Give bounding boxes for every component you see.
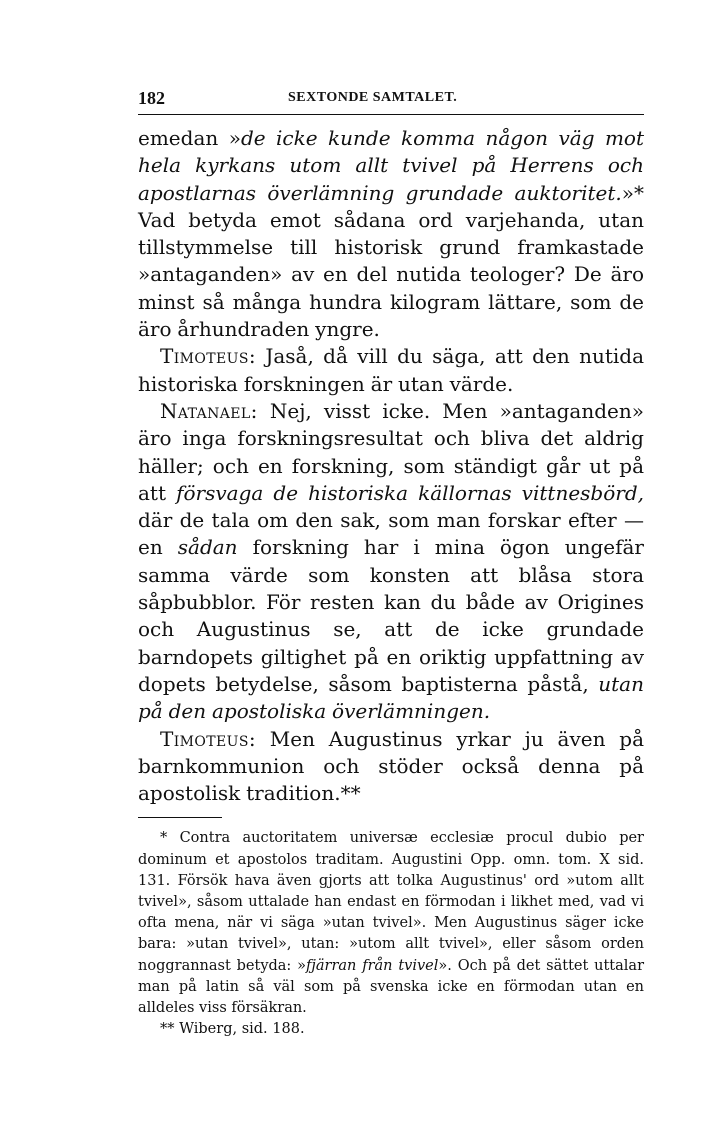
speaker-timoteus: Timoteus: <box>160 344 256 369</box>
footnotes <box>138 828 644 1040</box>
speaker-natanael: Natanael: <box>160 398 258 423</box>
running-title: SEXTONDE SAMTALET. <box>288 90 458 105</box>
speaker-timoteus: Timoteus: <box>160 726 256 751</box>
footnote-rule <box>138 817 222 818</box>
page-number: 182 <box>138 88 165 108</box>
book-page <box>138 88 644 1040</box>
page-header <box>138 88 644 114</box>
footnote-1: * Contra auctoritatem universæ ecclesiæ procul dubio per dominum et apostolos traditam. Augustini Opp. omn. tom. X sid. 131. Försök hava även gjorts att tolka Augustinus' ord »utom allt tvivel», såsom uttalade han endast en förmodan i likhet med, vad vi ofta mena, när vi säga »utan tvivel». Men Augustinus säger icke bara: »utan tvivel», utan: »utom allt tvivel», eller såsom orden noggrannast betyda: »fjärran från tvivel». Och på det sättet uttalar man på latin så väl som på svenska icke en förmodan utan en alldeles viss försäkran. <box>138 830 644 1017</box>
paragraph-3: Natanael: Nej, visst icke. Men »antaganden» äro inga forskningsresultat och bliva det aldrig häller; och en forskning, som ständigt går ut på att försvaga de historiska källornas vittnesbörd, där de tala om den sak, som man forskar efter — en sådan forskning har i mina ögon ungefär samma värde som konsten att blåsa stora såpbubblor. För resten kan du både av Origines och Augustinus se, att de icke grundade barndopets giltighet på en oriktig uppfattning av dopets betydelse, såsom baptisterna påstå, utan på den apostoliska överlämningen. <box>138 398 644 724</box>
body-text <box>138 125 644 807</box>
paragraph-4: Timoteus: Men Augustinus yrkar ju även på barnkommunion och stöder också denna på apostolisk tradition.** <box>138 726 644 806</box>
header-rule <box>138 114 644 115</box>
footnote-2: ** Wiberg, sid. 188. <box>160 1021 305 1038</box>
paragraph-1: emedan »de icke kunde komma någon väg mot hela kyrkans utom allt tvivel på Herrens och apostlarnas överlämning grundade auktoritet.»* Vad betyda emot sådana ord varjehanda, utan tillstymmelse till historisk grund framkastade »antaganden» av en del nutida teologer? De äro minst så många hundra kilogram lättare, som de äro århundraden yngre. <box>138 126 644 342</box>
paragraph-2: Timoteus: Jaså, då vill du säga, att den nutida historiska forskningen är utan värde. <box>138 344 644 396</box>
